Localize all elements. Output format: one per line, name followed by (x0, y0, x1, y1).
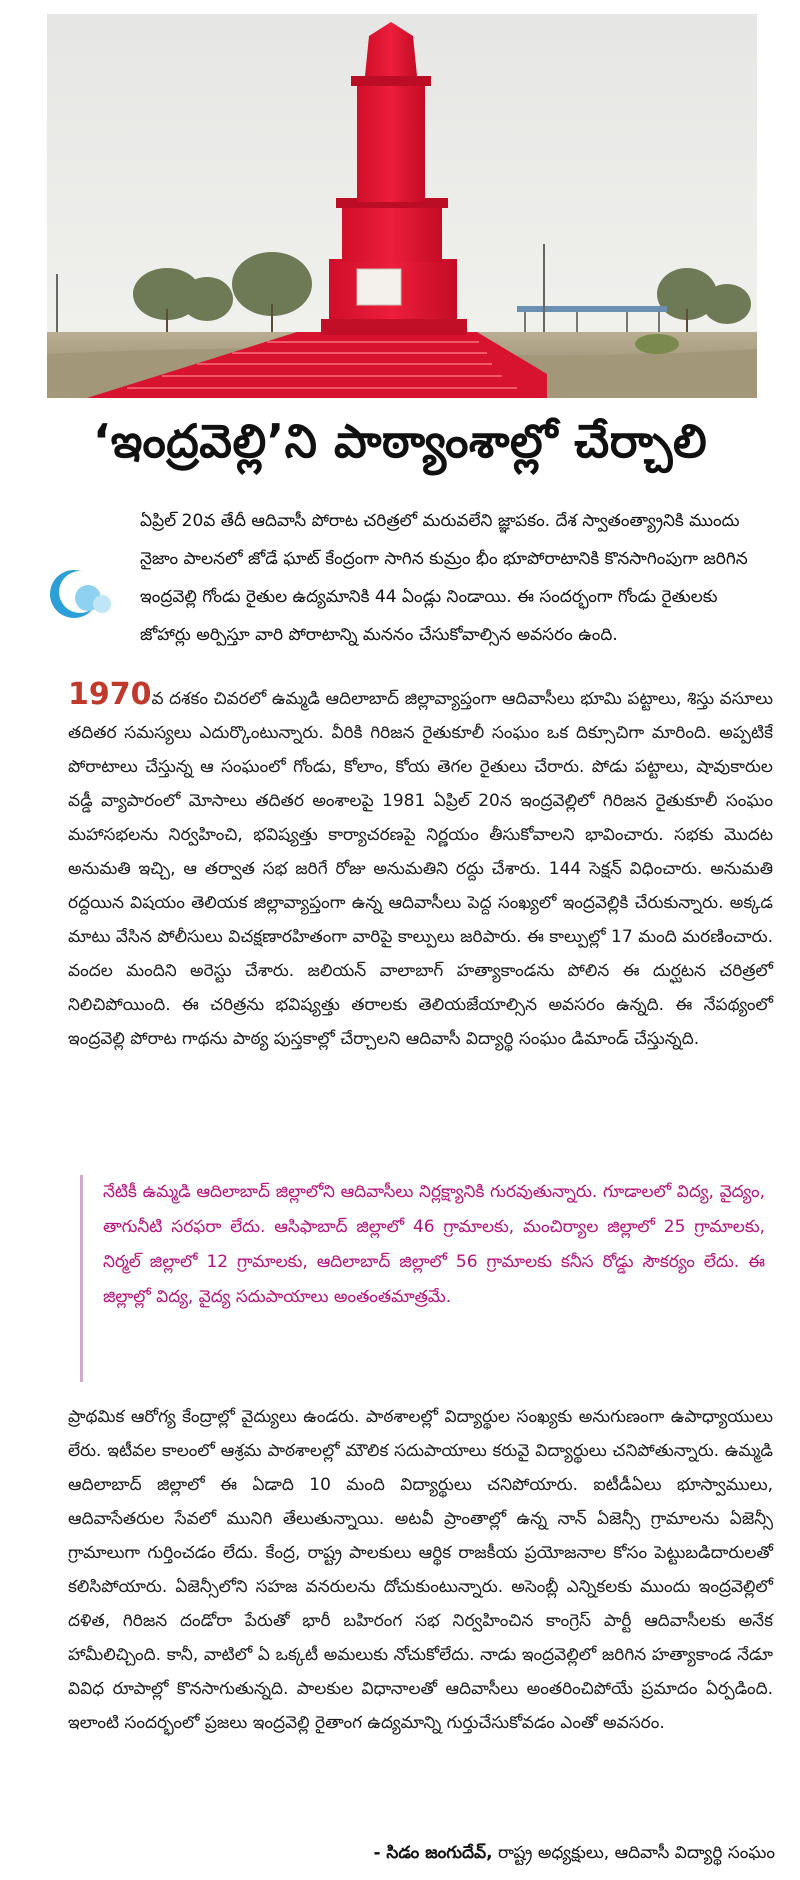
body-paragraph-2: ప్రాథమిక ఆరోగ్య కేంద్రాల్లో వైద్యులు ఉండరు. పాఠశాలల్లో విద్యార్థుల సంఖ్యకు అనుగుణంగా ఉపాధ్యాయులు లేరు. ఇటీవల కాలంలో ఆశ్రమ పాఠశాలల్లో మౌలిక సదుపాయాలు కరువై విద్యార్థులు చనిపోతున్నారు. ఉమ్మడి ఆదిలాబాద్ జిల్లాలో ఈ ఏడాది 10 మంది విద్యార్థులు చనిపోయారు. ఐటీడీఏలు భూస్వాములు, ఆదివాసేతరుల సేవలో మునిగి తేలుతున్నాయి. అటవీ ప్రాంతాల్లో ఉన్న నాన్ ఏజెన్సీ గ్రామాలను ఏజెన్సీ గ్రామాలుగా గుర్తించడం లేదు. కేంద్ర, రాష్ట్ర పాలకులు ఆర్థిక రాజకీయ ప్రయోజనాల కోసం పెట్టుబడిదారులతో కలిసిపోయారు. ఏజెన్సీలోని సహజ వనరులను దోచుకుంటున్నారు. అసెంబ్లీ ఎన్నికలకు ముందు ఇంద్రవెల్లిలో దళిత, గిరిజన దండోరా పేరుతో భారీ బహిరంగ సభ నిర్వహించిన కాంగ్రెస్ పార్టీ ఆదివాసీలకు అనేక హామీలిచ్చింది. కానీ, వాటిలో ఏ ఒక్కటీ అమలుకు నోచుకోలేదు. నాడు ఇంద్రవెల్లిలో జరిగిన హత్యాకాండ నేడూ వివిధ రూపాల్లో కొనసాగుతున్నది. పాలకుల విధానాలతో ఆదివాసీలు అంతరించిపోయే ప్రమాదం ఏర్పడింది. ఇలాంటి సందర్భంలో ప్రజలు ఇంద్రవెల్లి రైతాంగ ఉద్యమాన్ని గుర్తుచేసుకోవడం ఎంతో అవసరం. (68, 1407, 773, 1733)
author-role: రాష్ట్ర అధ్యక్షులు, ఆదివాసీ విద్యార్థి సంఘం (498, 1843, 775, 1863)
body-paragraph-1 (68, 677, 773, 1056)
author-name: - సిడం జంగుదేవ్, (373, 1843, 493, 1863)
memorial-photo (47, 14, 757, 398)
bubble-icon (44, 562, 118, 626)
pull-quote: నేటికీ ఉమ్మడి ఆదిలాబాద్ జిల్లాలోని ఆదివాసీలు నిర్లక్ష్యానికి గురవుతున్నారు. గూడాలలో విద్య, వైద్యం, తాగునీటి సరఫరా లేదు. ఆసిఫాబాద్ జిల్లాలో 46 గ్రామాలకు, మంచిర్యాల జిల్లాలో 25 గ్రామాలకు, నిర్మల్ జిల్లాలో 12 గ్రామాలకు, ఆదిలాబాద్ జిల్లాలో 56 గ్రామాలకు కనీస రోడ్డు సౌకర్యం లేదు. ఈ జిల్లాల్లో విద్య, వైద్య సదుపాయాలు అంతంతమాత్రమే. (80, 1175, 765, 1382)
article-headline: ‘ఇంద్రవెల్లి’ని పాఠ్యాంశాల్లో చేర్చాలి (92, 414, 708, 468)
article-body-1 (68, 677, 773, 1056)
body-text-1: వ దశకం చివరలో ఉమ్మడి ఆదిలాబాద్ జిల్లావ్యాప్తంగా ఆదివాసీలు భూమి పట్టాలు, శిస్తు వసూలు తదితర సమస్యలు ఎదుర్కొంటున్నారు. వీరికి గిరిజన రైతుకూలీ సంఘం ఒక దిక్సూచిగా మారింది. అప్పటికే పోరాటాలు చేస్తున్న ఆ సంఘంలో గోండు, కోలాం, కోయ తెగల రైతులు చేరారు. పోడు పట్టాలు, షావుకారుల వడ్డీ వ్యాపారంలో మోసాలు తదితర అంశాలపై 1981 ఏప్రిల్ 20న ఇంద్రవెల్లిలో గిరిజన రైతుకూలీ సంఘం మహాసభలను నిర్వహించి, భవిష్యత్తు కార్యాచరణపై నిర్ణయం తీసుకోవాలని భావించారు. సభకు మొదట అనుమతి ఇచ్చి, ఆ తర్వాత సభ జరిగే రోజు అనుమతిని రద్దు చేశారు. 144 సెక్షన్ విధించారు. అనుమతి రద్దయిన విషయం తెలియక జిల్లావ్యాప్తంగా ఉన్న ఆదివాసీలు పెద్ద సంఖ్యలో ఇంద్రవెల్లికి చేరుకున్నారు. అక్కడ మాటు వేసిన పోలీసులు విచక్షణారహితంగా వారిపై కాల్పులు జరిపారు. ఈ కాల్పుల్లో 17 మంది మరణించారు. వందల మందిని అరెస్టు చేశారు. జలియన్ వాలాబాగ్ హత్యాకాండను పోలిన ఈ దుర్ఘటన చరిత్రలో నిలిచిపోయింది. ఈ చరిత్రను భవిష్యత్తు తరాలకు తెలియజేయాల్సిన అవసరం ఉన్నది. ఈ నేపథ్యంలో ఇంద్రవెల్లి పోరాట గాథను పాఠ్య పుస్తకాల్లో చేర్చాలని ఆదివాసీ విద్యార్థి సంఘం డిమాండ్ చేస్తున్నది. (68, 689, 773, 1049)
article-body-2 (68, 1400, 773, 1740)
drop-number: 1970 (68, 677, 152, 712)
article-intro: ఏప్రిల్ 20వ తేదీ ఆదివాసీ పోరాట చరిత్రలో మరువలేని జ్ఞాపకం. దేశ స్వాతంత్య్రానికి ముందు నైజాం పాలనలో జోడే ఘాట్ కేంద్రంగా సాగిన కుమ్రం భీం భూపోరాటానికి కొనసాగింపుగా జరిగిన ఇంద్రవెల్లి గోండు రైతుల ఉద్యమానికి 44 ఏండ్లు నిండాయి. ఈ సందర్భంగా గోండు రైతులకు జోహార్లు అర్పిస్తూ వారి పోరాటాన్ని మననం చేసుకోవాల్సిన అవసరం ఉంది. (140, 511, 748, 645)
author-byline (0, 1838, 775, 1868)
memorial-illustration (47, 14, 757, 398)
